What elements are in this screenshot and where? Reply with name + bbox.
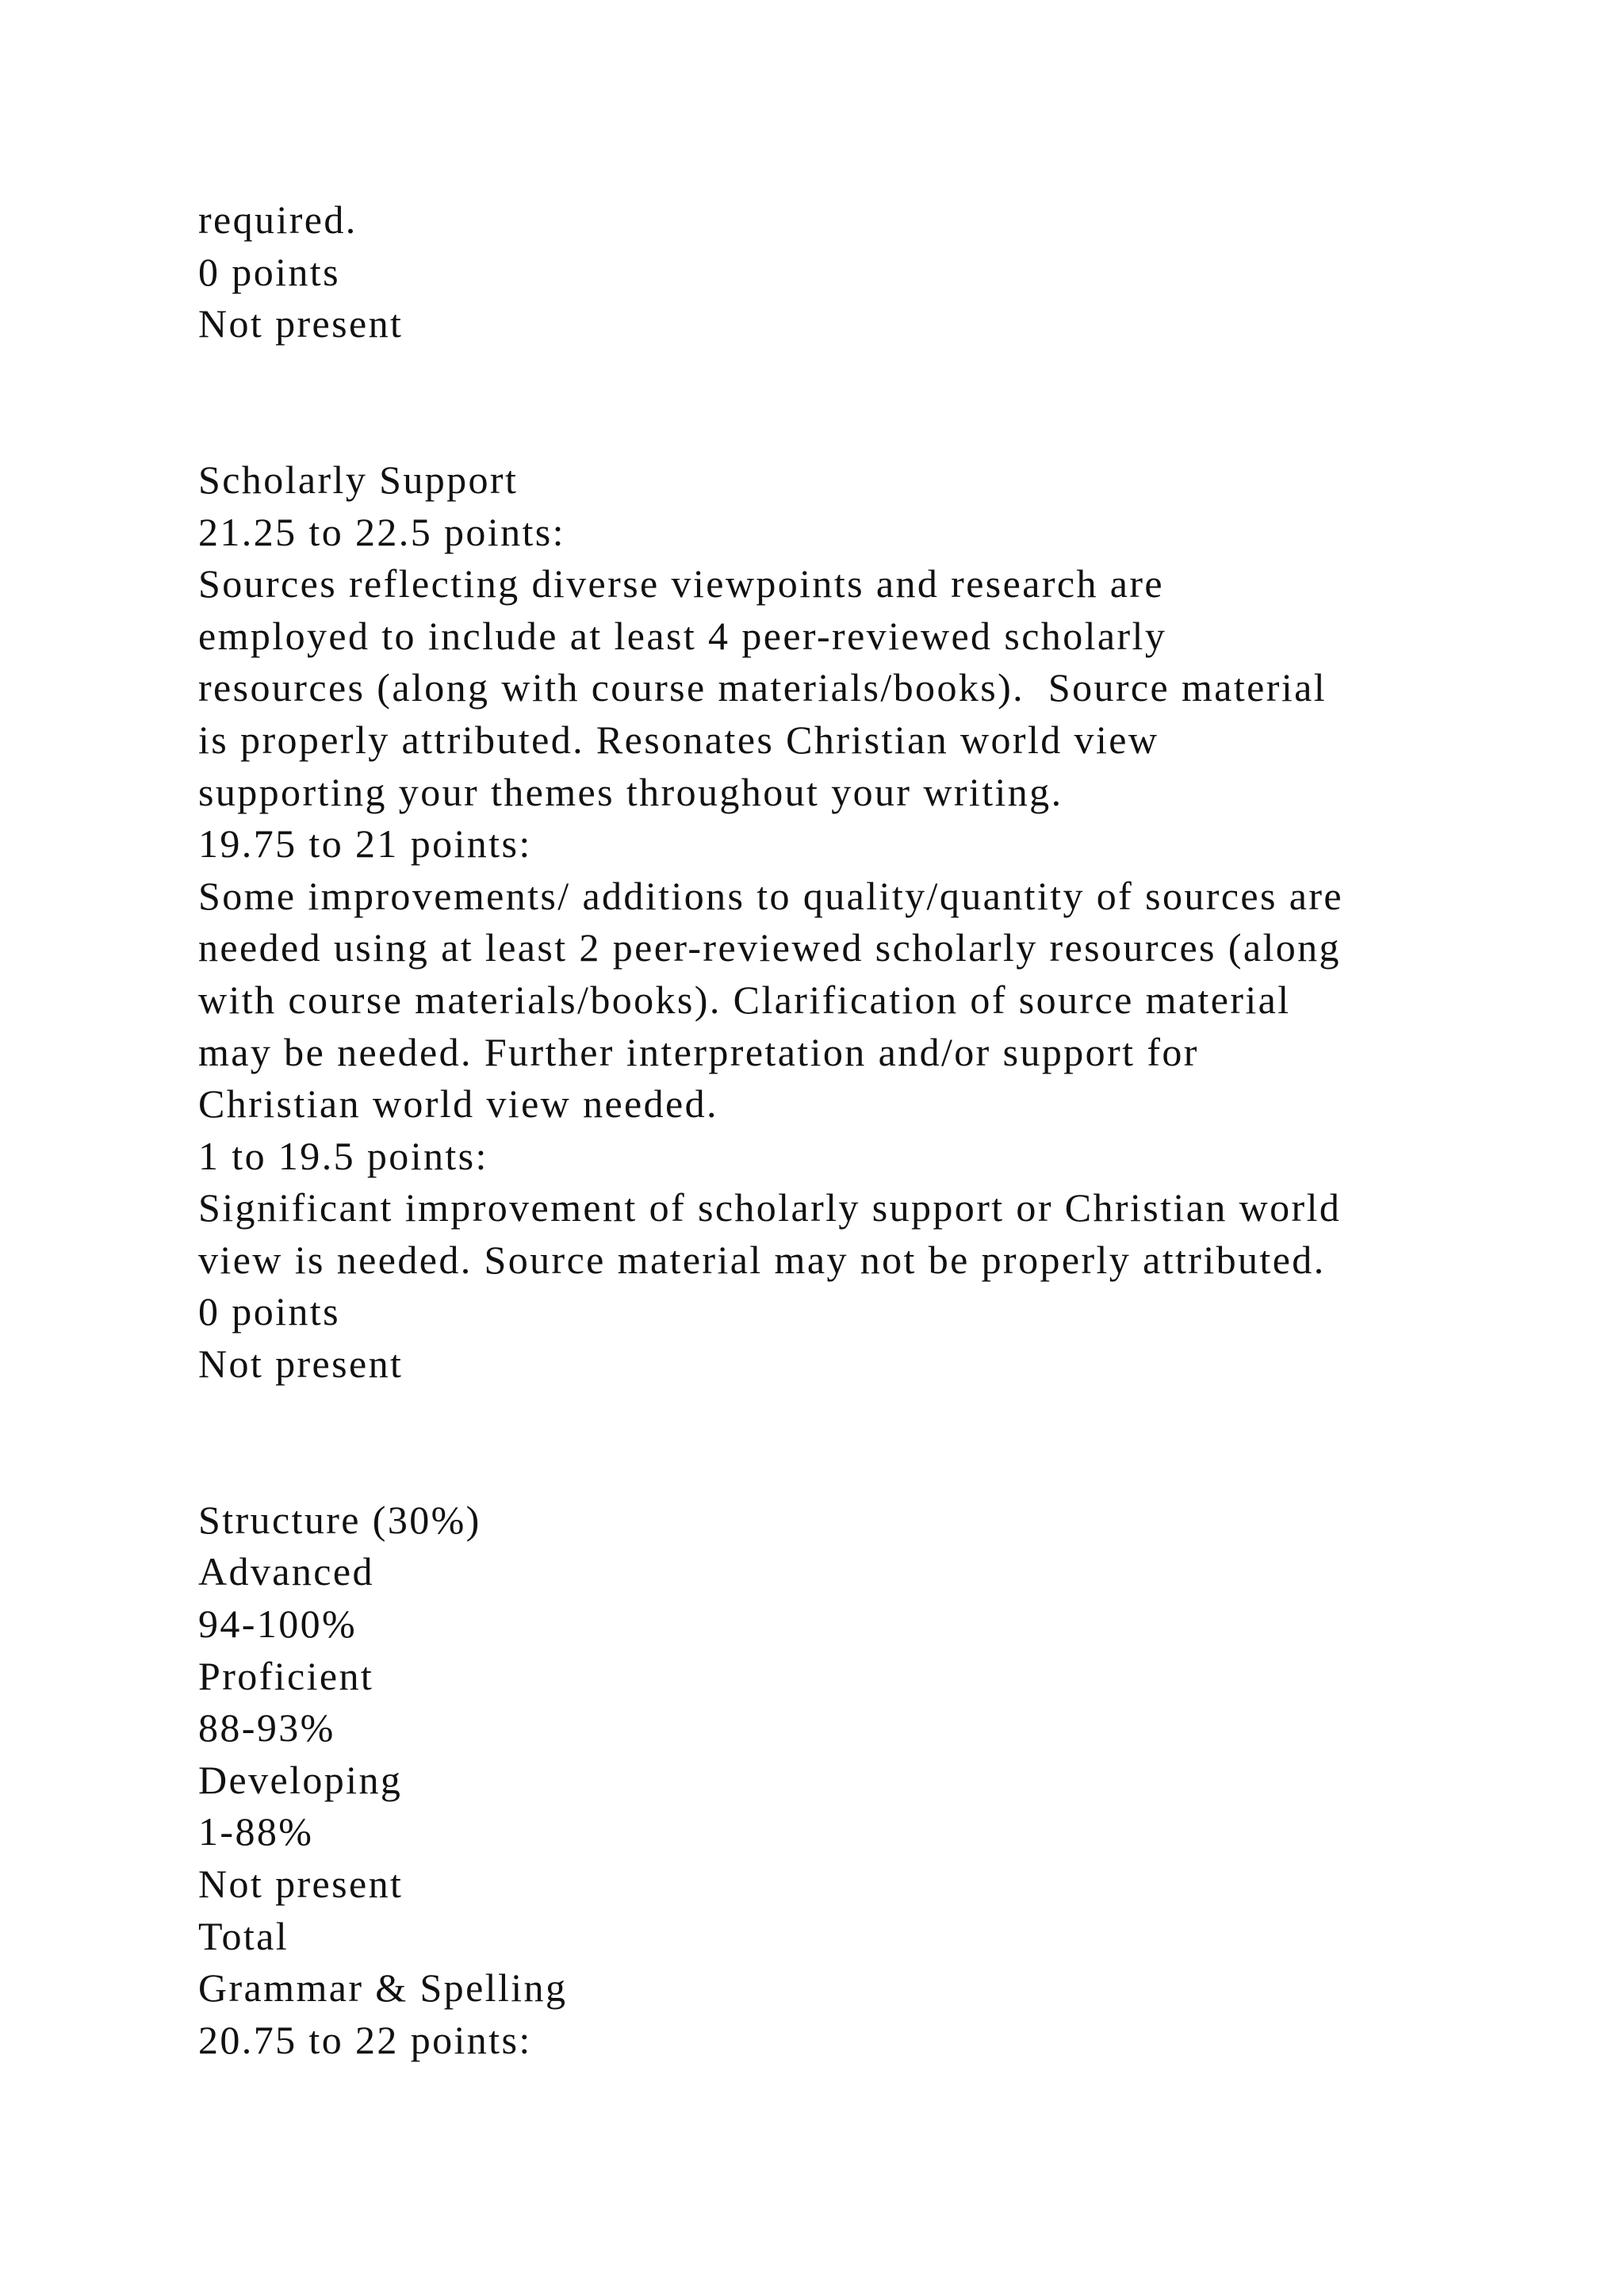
section-heading: Scholarly Support [198,457,519,502]
text-line: Not present [198,1341,404,1387]
text-line: required. [198,197,358,242]
text-line: 0 points [198,249,340,294]
section-heading: Structure (30%) [198,1497,481,1542]
level-label: Proficient [198,1653,374,1698]
paragraph-gap [198,350,1546,454]
text-line: needed using at least 2 peer-reviewed scholarly resources (along [198,925,1341,970]
text-line: is properly attributed. Resonates Christian world view [198,717,1159,762]
level-label: Not present [198,1862,404,1906]
level-range: 1-88% [198,1809,314,1854]
level-label: Advanced [198,1549,374,1594]
level-range: 88-93% [198,1705,335,1751]
score-range: 20.75 to 22 points: [198,2017,532,2062]
scholarly-support-section [198,454,1546,1391]
total-label: Total [198,1913,289,1958]
text-line: resources (along with course materials/books). Source material [198,665,1327,710]
document-page [198,194,1546,2066]
score-range: 1 to 19.5 points: [198,1133,488,1178]
score-range: 19.75 to 21 points: [198,821,532,867]
score-range: 0 points [198,1289,340,1334]
section-continued [198,194,1546,350]
text-line: with course materials/books). Clarification of source material [198,977,1291,1022]
score-range: 21.25 to 22.5 points: [198,509,565,554]
text-line: Significant improvement of scholarly support or Christian world [198,1185,1342,1230]
paragraph-gap [198,1391,1546,1494]
level-label: Developing [198,1757,403,1802]
text-line: Sources reflecting diverse viewpoints and research are [198,561,1165,607]
criterion-heading: Grammar & Spelling [198,1965,568,2011]
text-line: may be needed. Further interpretation and/or support for [198,1029,1199,1074]
structure-section [198,1494,1546,2067]
text-line: view is needed. Source material may not be properly attributed. [198,1237,1326,1282]
text-line: Some improvements/ additions to quality/quantity of sources are [198,873,1344,918]
text-line: supporting your themes throughout your writing. [198,769,1063,814]
text-line: Not present [198,301,404,346]
text-line: employed to include at least 4 peer-reviewed scholarly [198,613,1167,658]
level-range: 94-100% [198,1601,358,1647]
text-line: Christian world view needed. [198,1081,718,1127]
